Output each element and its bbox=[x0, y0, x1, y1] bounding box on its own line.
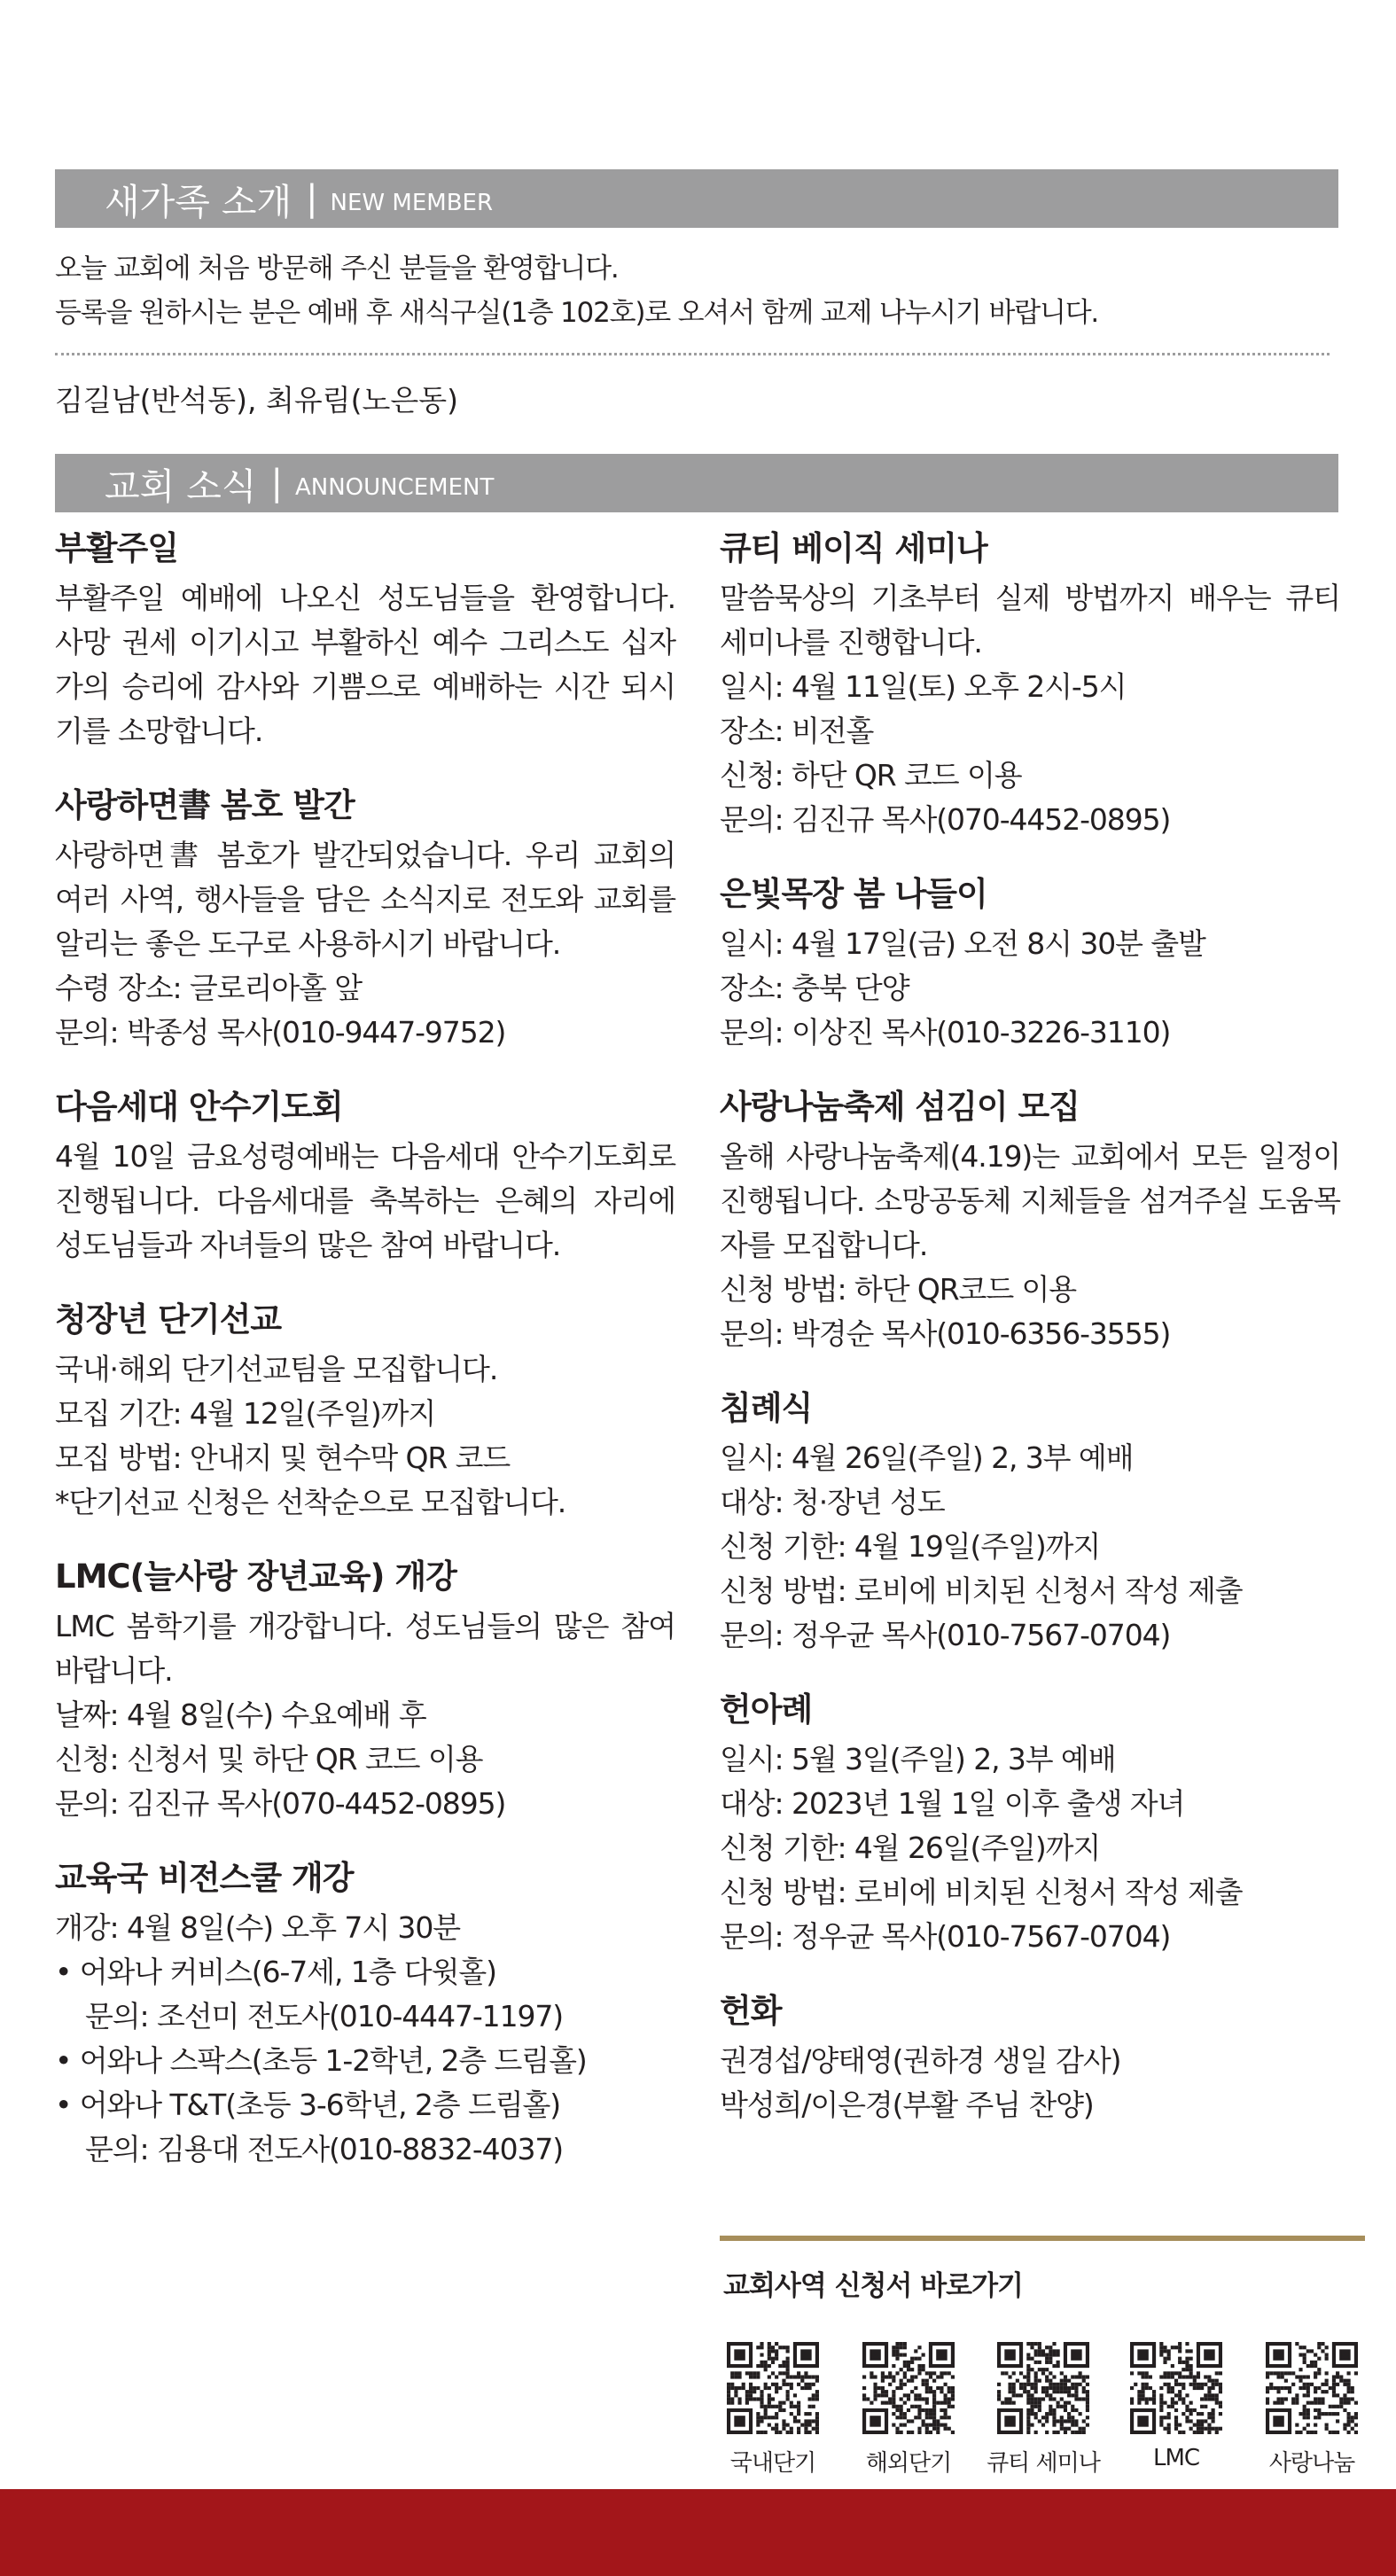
article-line: 개강: 4월 8일(수) 오후 7시 30분 bbox=[55, 1910, 460, 1945]
section-title: 새가족 소개 bbox=[105, 180, 292, 223]
announcement-right-column bbox=[720, 526, 1340, 2157]
article-title: 헌화 bbox=[720, 1992, 782, 2030]
qr-caption: 큐티 세미나 bbox=[987, 2450, 1100, 2477]
announcement-article bbox=[720, 1687, 1340, 1959]
qr-link[interactable] bbox=[711, 2342, 835, 2478]
article-title: 청장년 단기선교 bbox=[55, 1300, 282, 1339]
announcement-article bbox=[720, 526, 1340, 842]
article-line: 신청 방법: 하단 QR코드 이용 bbox=[720, 1272, 1077, 1307]
section-title: 교회 소식 bbox=[105, 464, 257, 508]
article-title: 다음세대 안수기도회 bbox=[55, 1088, 343, 1126]
article-line: 문의: 조선미 전도사(010-4447-1197) bbox=[85, 1999, 564, 2033]
article-line: 문의: 이상진 목사(010-3226-3110) bbox=[720, 1015, 1171, 1050]
article-line: 문의: 김진규 목사(070-4452-0895) bbox=[55, 1786, 506, 1821]
article-body: 사랑하면書 봄호가 발간되었습니다. 우리 교회의 여러 사역, 행사들을 담은 소식지로 전도와 교회를 알리는 좋은 도구로 사용하시기 바랍니다. bbox=[55, 838, 675, 961]
qr-link[interactable] bbox=[846, 2342, 971, 2478]
announcement-article bbox=[55, 526, 675, 753]
announcement-article bbox=[720, 1386, 1340, 1658]
article-line: 모집 기간: 4월 12일(주일)까지 bbox=[55, 1396, 436, 1431]
qr-caption: LMC bbox=[1152, 2445, 1200, 2471]
qr-link[interactable] bbox=[1114, 2342, 1238, 2471]
article-line: 신청 방법: 로비에 비치된 신청서 작성 제출 bbox=[720, 1875, 1243, 1909]
title-separator: | bbox=[306, 178, 318, 219]
dotted-divider bbox=[55, 353, 1330, 355]
article-body: 4월 10일 금요성령예배는 다음세대 안수기도회로 진행됩니다. 다음세대를 축복하는 은혜의 자리에 성도님들과 자녀들의 많은 참여 바랍니다. bbox=[55, 1139, 675, 1262]
article-line: • 어와나 T&T(초등 3-6학년, 2층 드림홀) bbox=[55, 2088, 561, 2122]
article-title: 은빛목장 봄 나들이 bbox=[720, 875, 987, 913]
article-line: 국내·해외 단기선교팀을 모집합니다. bbox=[55, 1352, 498, 1386]
article-line: 날짜: 4월 8일(수) 수요예배 후 bbox=[55, 1698, 426, 1732]
title-separator: | bbox=[270, 463, 283, 503]
article-line: 장소: 충북 단양 bbox=[720, 971, 909, 1005]
article-title: 헌아례 bbox=[720, 1690, 813, 1729]
announcement-header bbox=[55, 454, 1338, 512]
intro-line: 오늘 교회에 처음 방문해 주신 분들을 환영합니다. bbox=[55, 253, 619, 285]
article-line: 문의: 김용대 전도사(010-8832-4037) bbox=[85, 2132, 564, 2166]
qr-section-title: 교회사역 신청서 바로가기 bbox=[723, 2270, 1023, 2302]
article-line: • 어와나 커비스(6-7세, 1층 다윗홀) bbox=[55, 1955, 496, 1989]
announcement-article bbox=[55, 783, 675, 1055]
announcement-article bbox=[55, 1084, 675, 1268]
announcement-article bbox=[720, 871, 1340, 1055]
announcement-article bbox=[720, 1988, 1340, 2127]
article-line: 신청 방법: 로비에 비치된 신청서 작성 제출 bbox=[720, 1573, 1243, 1608]
article-line: 신청 기한: 4월 26일(주일)까지 bbox=[720, 1831, 1101, 1865]
footer-band bbox=[0, 2489, 1396, 2576]
article-line: • 어와나 스팍스(초등 1-2학년, 2층 드림홀) bbox=[55, 2043, 587, 2078]
article-line: 권경섭/양태영(권하경 생일 감사) bbox=[720, 2043, 1121, 2078]
article-title: 침례식 bbox=[720, 1389, 813, 1427]
new-member-header bbox=[55, 169, 1338, 228]
qr-code-icon bbox=[1114, 2342, 1238, 2434]
intro-line: 등록을 원하시는 분은 예배 후 새식구실(1층 102호)로 오셔서 함께 교제 나누시기 바랍니다. bbox=[55, 297, 1099, 329]
qr-code-icon bbox=[711, 2342, 835, 2434]
article-line: 대상: 청·장년 성도 bbox=[720, 1485, 945, 1519]
qr-caption: 해외단기 bbox=[865, 2450, 952, 2477]
article-line: 문의: 정우균 목사(010-7567-0704) bbox=[720, 1618, 1171, 1652]
article-line: *단기선교 신청은 선착순으로 모집합니다. bbox=[55, 1485, 566, 1519]
article-body: LMC 봄학기를 개강합니다. 성도님들의 많은 참여 바랍니다. bbox=[55, 1609, 675, 1688]
article-title: 사랑나눔축제 섬김이 모집 bbox=[720, 1088, 1080, 1126]
article-line: 신청: 하단 QR 코드 이용 bbox=[720, 758, 1022, 792]
article-line: 일시: 5월 3일(주일) 2, 3부 예배 bbox=[720, 1742, 1116, 1776]
article-line: 문의: 정우균 목사(010-7567-0704) bbox=[720, 1919, 1171, 1954]
article-title: 부활주일 bbox=[55, 529, 178, 567]
article-line: 신청: 신청서 및 하단 QR 코드 이용 bbox=[55, 1742, 483, 1776]
article-line: 박성희/이은경(부활 주님 찬양) bbox=[720, 2088, 1094, 2122]
article-body: 올해 사랑나눔축제(4.19)는 교회에서 모든 일정이 진행됩니다. 소망공동체 지체들을 섬겨주실 도움목자를 모집합니다. bbox=[720, 1139, 1340, 1262]
qr-caption: 사랑나눔 bbox=[1268, 2450, 1355, 2477]
qr-code-icon bbox=[1250, 2342, 1374, 2434]
article-line: 모집 방법: 안내지 및 현수막 QR 코드 bbox=[55, 1440, 511, 1475]
article-line: 일시: 4월 17일(금) 오전 8시 30분 출발 bbox=[720, 926, 1205, 961]
article-title: 교육국 비전스쿨 개강 bbox=[55, 1859, 354, 1897]
new-member-names: 김길남(반석동), 최유림(노은동) bbox=[55, 383, 459, 418]
section-subtitle: NEW MEMBER bbox=[330, 190, 494, 216]
qr-caption: 국내단기 bbox=[729, 2450, 816, 2477]
qr-code-icon bbox=[846, 2342, 971, 2434]
qr-link[interactable] bbox=[1250, 2342, 1374, 2478]
gold-divider bbox=[720, 2236, 1365, 2241]
section-subtitle: ANNOUNCEMENT bbox=[294, 474, 495, 501]
qr-link[interactable] bbox=[981, 2342, 1105, 2478]
article-title: 사랑하면書 봄호 발간 bbox=[55, 786, 355, 824]
article-line: 수령 장소: 글로리아홀 앞 bbox=[55, 971, 362, 1005]
article-line: 일시: 4월 11일(토) 오후 2시-5시 bbox=[720, 669, 1127, 704]
article-line: 신청 기한: 4월 19일(주일)까지 bbox=[720, 1529, 1101, 1564]
qr-code-icon bbox=[981, 2342, 1105, 2434]
article-line: 문의: 박종성 목사(010-9447-9752) bbox=[55, 1015, 506, 1050]
article-line: 일시: 4월 26일(주일) 2, 3부 예배 bbox=[720, 1440, 1134, 1475]
announcement-article bbox=[55, 1297, 675, 1525]
announcement-article bbox=[55, 1554, 675, 1826]
announcement-article bbox=[55, 1855, 675, 2172]
article-body: 부활주일 예배에 나오신 성도님들을 환영합니다. 사망 권세 이기시고 부활하신 예수 그리스도 십자가의 승리에 감사와 기쁨으로 예배하는 시간 되시기를 소망합니다. bbox=[55, 581, 675, 748]
article-title: LMC(늘사랑 장년교육) 개강 bbox=[55, 1557, 456, 1596]
announcement-left-column bbox=[55, 526, 675, 2201]
article-body: 말씀묵상의 기초부터 실제 방법까지 배우는 큐티 세미나를 진행합니다. bbox=[720, 581, 1340, 660]
article-line: 문의: 김진규 목사(070-4452-0895) bbox=[720, 802, 1171, 837]
announcement-article bbox=[720, 1084, 1340, 1356]
article-line: 대상: 2023년 1월 1일 이후 출생 자녀 bbox=[720, 1786, 1185, 1821]
article-line: 장소: 비전홀 bbox=[720, 714, 874, 748]
new-member-intro bbox=[55, 246, 1098, 335]
article-title: 큐티 베이직 세미나 bbox=[720, 529, 987, 567]
article-line: 문의: 박경순 목사(010-6356-3555) bbox=[720, 1316, 1171, 1351]
